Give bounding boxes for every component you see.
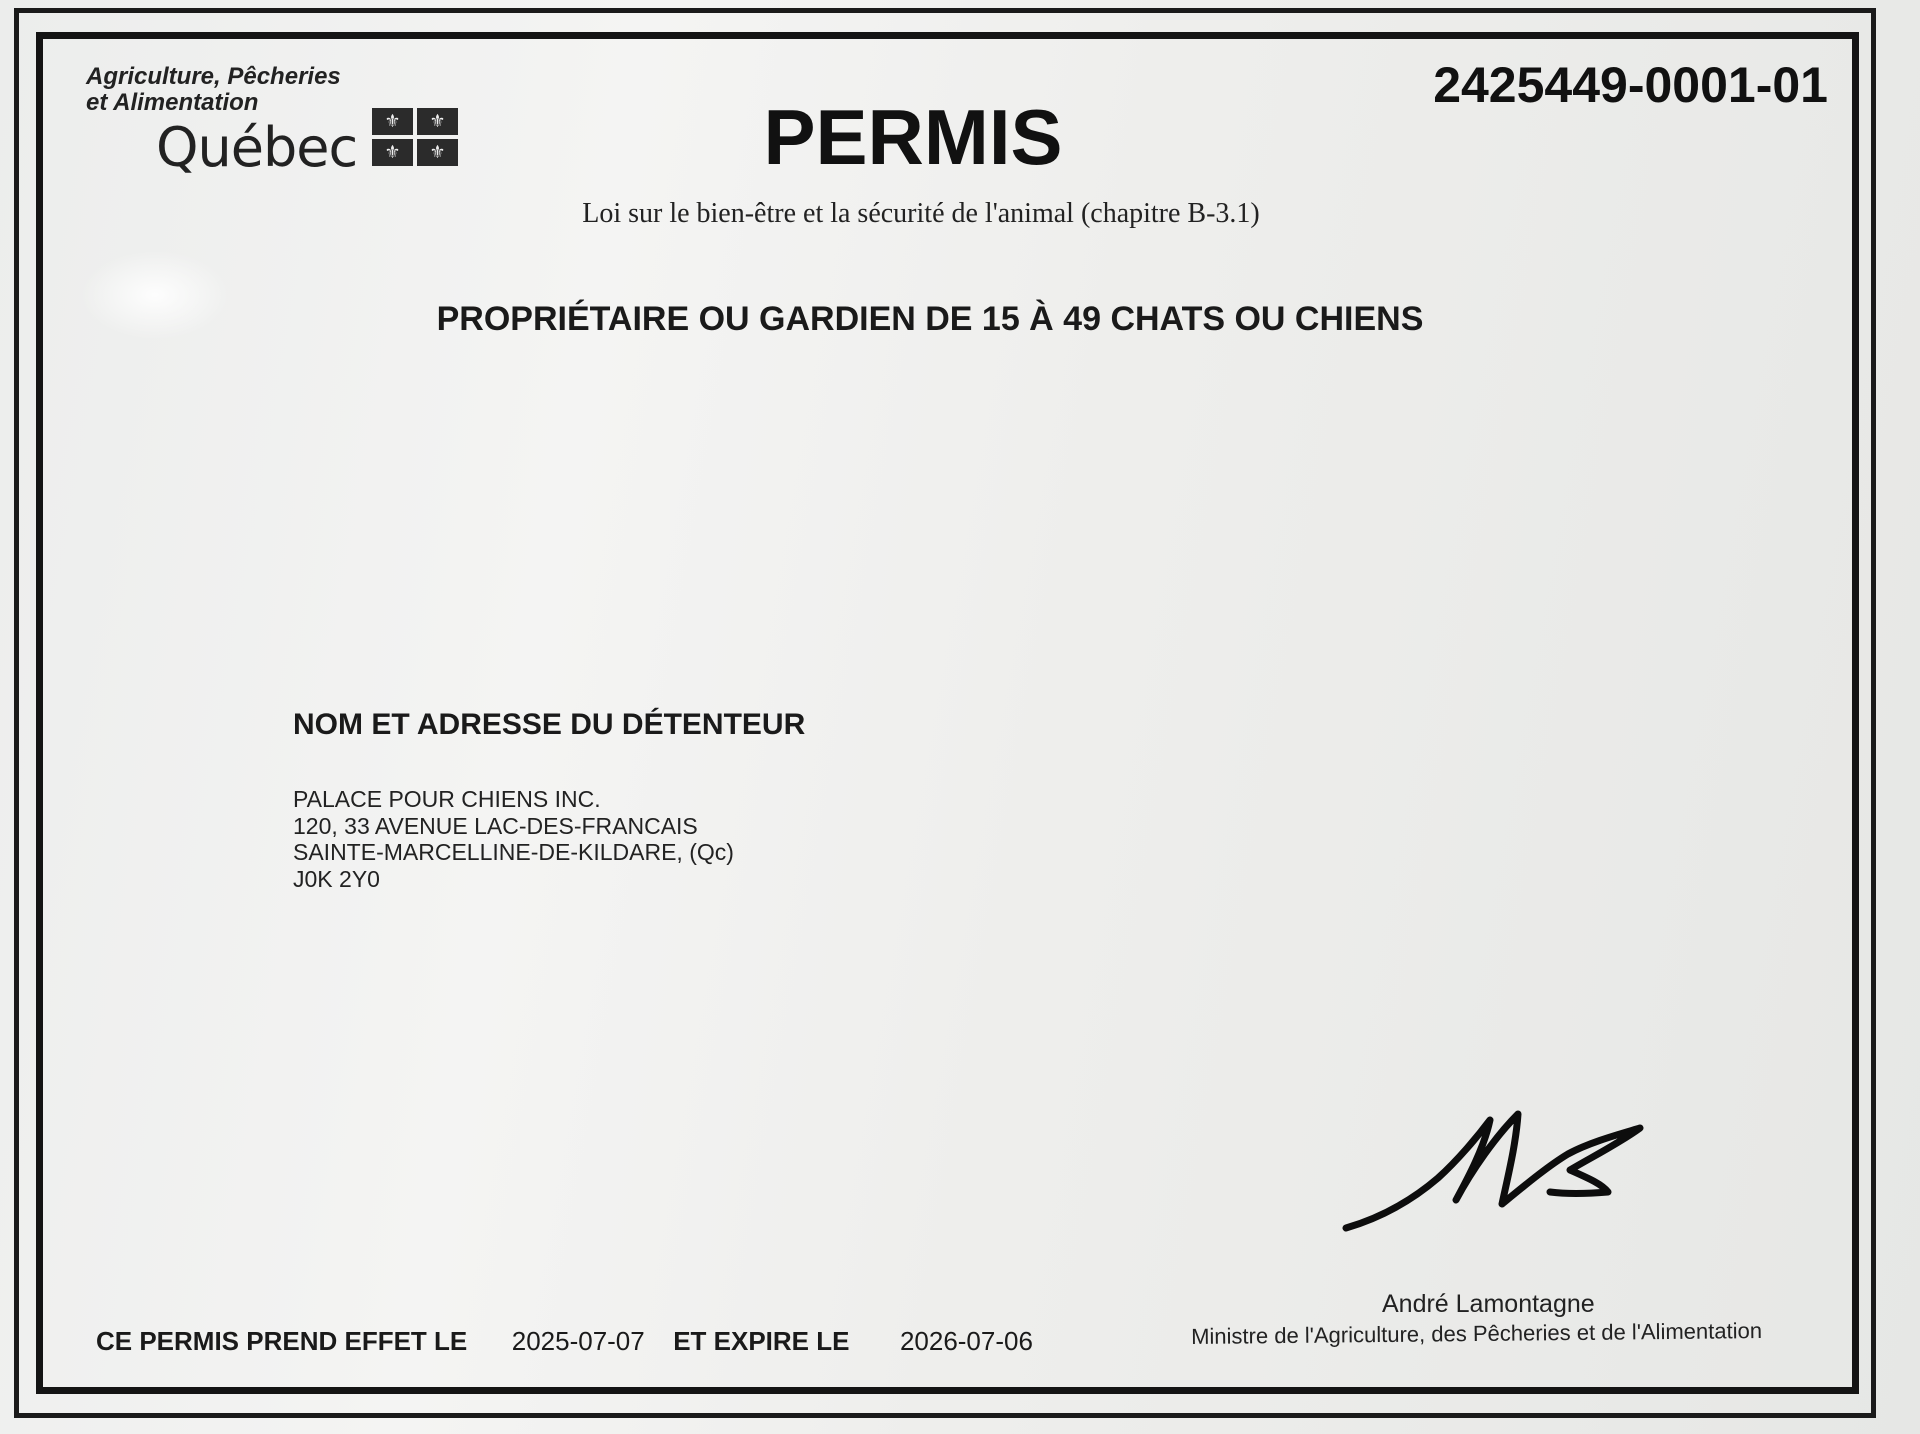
signatory-title: Ministre de l'Agriculture, des Pêcheries et de l'Alimentation [1191, 1318, 1763, 1349]
ministry-line-2: et Alimentation [86, 89, 259, 116]
fleur-de-lis-icon: ⚜ [417, 139, 458, 166]
fleur-de-lis-icon: ⚜ [372, 108, 413, 135]
permit-category: PROPRIÉTAIRE OU GARDIEN DE 15 À 49 CHATS OU CHIENS [436, 300, 1424, 338]
address-line: J0K 2Y0 [293, 865, 380, 892]
address-line: 120, 33 AVENUE LAC-DES-FRANCAIS [293, 812, 698, 839]
ministry-line-1: Agriculture, Pêcheries [86, 63, 341, 90]
holder-address [293, 786, 734, 892]
expiry-label: ET EXPIRE LE [673, 1326, 850, 1356]
document-title: PERMIS [763, 93, 1063, 181]
fleur-de-lis-icon: ⚜ [372, 139, 413, 166]
validity-line [96, 1326, 1033, 1357]
quebec-wordmark: Québec [156, 116, 358, 179]
effective-label: CE PERMIS PREND EFFET LE [96, 1326, 468, 1356]
signatory-name: André Lamontagne [1382, 1290, 1595, 1318]
address-line: SAINTE-MARCELLINE-DE-KILDARE, (Qc) [293, 839, 734, 865]
holder-label: NOM ET ADRESSE DU DÉTENTEUR [293, 708, 806, 741]
signature [1340, 1100, 1650, 1240]
expiry-date: 2026-07-06 [899, 1326, 1033, 1356]
effective-date: 2025-07-07 [511, 1326, 645, 1356]
law-reference: Loi sur le bien-être et la sécurité de l'animal (chapitre B-3.1) [582, 198, 1260, 229]
fleur-de-lis-icon: ⚜ [417, 108, 458, 135]
permit-number: 2425449-0001-01 [1433, 57, 1828, 113]
address-line: PALACE POUR CHIENS INC. [293, 786, 601, 812]
